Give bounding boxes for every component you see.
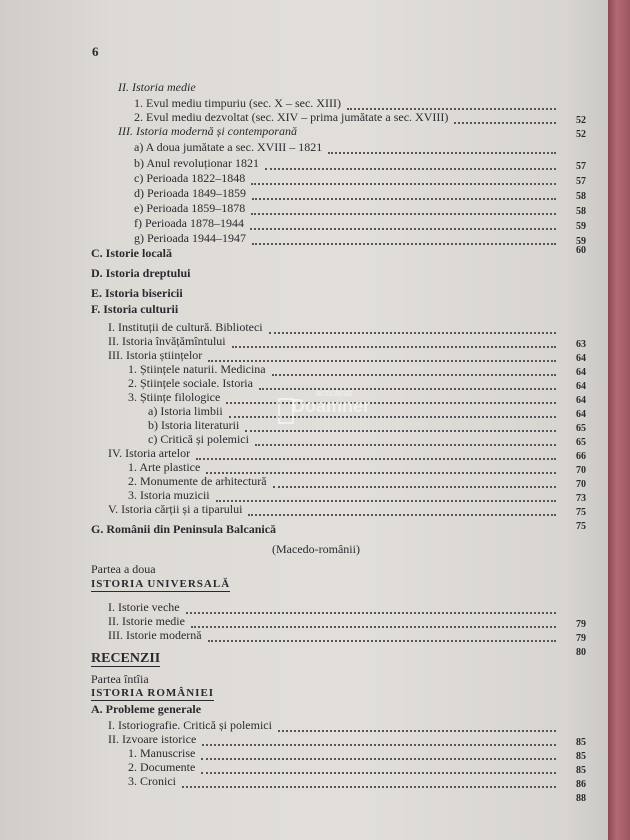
- dot-leader: [186, 602, 556, 614]
- toc-entry: RECENZII: [91, 651, 161, 666]
- toc-page-number: 57: [576, 161, 586, 172]
- toc-entry: Partea întîia: [91, 672, 149, 686]
- toc-entry: C. Istorie locală: [91, 246, 172, 260]
- toc-page-number: 88: [576, 793, 586, 804]
- dot-leader: [182, 776, 556, 788]
- dot-leader: [259, 378, 556, 390]
- page-number: 6: [92, 44, 99, 59]
- toc-page-number: 57: [576, 176, 586, 187]
- dot-leader: [206, 462, 556, 474]
- watermark-icon: [278, 398, 294, 424]
- dot-leader: [208, 350, 556, 362]
- toc-entry: ISTORIA UNIVERSALĂ: [91, 578, 231, 590]
- book-spine-edge: [608, 0, 630, 840]
- toc-entry: Partea a doua: [91, 562, 156, 576]
- toc-page-number: 86: [576, 779, 586, 790]
- toc-entry: a) Istoria limbii: [148, 404, 223, 418]
- dot-leader: [201, 762, 556, 774]
- toc-entry: I. Istorie veche: [108, 600, 180, 614]
- toc-page-number: 70: [576, 465, 586, 476]
- toc-entry: III. Istorie modernă: [108, 628, 202, 642]
- watermark-brand: Doamner: [292, 396, 371, 416]
- dot-leader: [208, 630, 556, 642]
- toc-page-number: 52: [576, 115, 586, 126]
- dot-leader: [272, 364, 556, 376]
- toc-page-number: 64: [576, 367, 586, 378]
- dot-leader: [232, 336, 556, 348]
- toc-page-number: 73: [576, 493, 586, 504]
- toc-entry: III. Istoria modernă și contemporană: [118, 124, 297, 138]
- toc-entry: II. Izvoare istorice: [108, 732, 197, 746]
- toc-page-number: 79: [576, 619, 586, 630]
- toc-entry: IV. Istoria artelor: [108, 446, 191, 460]
- dot-leader: [454, 112, 556, 124]
- toc-entry: D. Istoria dreptului: [91, 266, 191, 280]
- toc-page-number: 52: [576, 129, 586, 140]
- dot-leader: [251, 203, 556, 215]
- toc-entry: b) Istoria literaturii: [148, 418, 240, 432]
- toc-entry: III. Istoria științelor: [108, 348, 203, 362]
- toc-page-number: 59: [576, 221, 586, 232]
- toc-page-number: 60: [576, 245, 586, 256]
- toc-page-number: 85: [576, 765, 586, 776]
- toc-entry: II. Istoria învățămîntului: [108, 334, 226, 348]
- toc-page-number: 63: [576, 339, 586, 350]
- dot-leader: [250, 218, 556, 230]
- toc-entry: g) Perioada 1944–1947: [134, 231, 246, 245]
- toc-entry: I. Instituții de cultură. Biblioteci: [108, 320, 263, 334]
- toc-page-number: 64: [576, 381, 586, 392]
- toc-entry: E. Istoria bisericii: [91, 286, 183, 300]
- toc-entry: 2. Științele sociale. Istoria: [128, 376, 253, 390]
- toc-entry: G. Românii din Peninsula Balcanică: [91, 522, 277, 536]
- toc-entry: 2. Documente: [128, 760, 196, 774]
- dot-leader: [269, 322, 556, 334]
- toc-page-number: 59: [576, 236, 586, 247]
- toc-entry: I. Istoriografie. Critică și polemici: [108, 718, 272, 732]
- dot-leader: [252, 233, 556, 245]
- dot-leader: [216, 490, 556, 502]
- toc-page-number: 64: [576, 353, 586, 364]
- toc-entry: 1. Arte plastice: [128, 460, 201, 474]
- dot-leader: [255, 434, 556, 446]
- toc-entry: II. Istorie medie: [108, 614, 185, 628]
- toc-page-number: 85: [576, 737, 586, 748]
- toc-page-number: 64: [576, 395, 586, 406]
- toc-page-number: 58: [576, 206, 586, 217]
- toc-page-number: 66: [576, 451, 586, 462]
- toc-entry: c) Perioada 1822–1848: [134, 171, 246, 185]
- dot-leader: [191, 616, 556, 628]
- toc-entry: 3. Cronici: [128, 774, 176, 788]
- toc-entry: c) Critică și polemici: [148, 432, 249, 446]
- toc-entry: d) Perioada 1849–1859: [134, 186, 246, 200]
- toc-page-number: 75: [576, 507, 586, 518]
- toc-page-number: 70: [576, 479, 586, 490]
- toc-entry: b) Anul revoluționar 1821: [134, 156, 259, 170]
- toc-page-number: 75: [576, 521, 586, 532]
- toc-entry: A. Probleme generale: [91, 702, 202, 716]
- toc-entry: 3. Istoria muzicii: [128, 488, 210, 502]
- toc-page-number: 80: [576, 647, 586, 658]
- toc-entry: 1. Manuscrise: [128, 746, 196, 760]
- dot-leader: [252, 188, 556, 200]
- toc-page-number: 65: [576, 437, 586, 448]
- watermark-top: anticariat: [316, 388, 353, 398]
- toc-entry: 2. Monumente de arhitectură: [128, 474, 267, 488]
- dot-leader: [196, 448, 556, 460]
- dot-leader: [251, 173, 556, 185]
- toc-page-number: 58: [576, 191, 586, 202]
- dot-leader: [347, 98, 556, 110]
- toc-entry: ISTORIA ROMÂNIEI: [91, 687, 215, 699]
- toc-entry: II. Istoria medie: [118, 80, 196, 94]
- toc-entry: (Macedo-românii): [272, 542, 360, 556]
- toc-page-number: 85: [576, 751, 586, 762]
- dot-leader: [328, 142, 556, 154]
- toc-page-number: 65: [576, 423, 586, 434]
- toc-entry: f) Perioada 1878–1944: [134, 216, 244, 230]
- toc-entry: 1. Științele naturii. Medicina: [128, 362, 266, 376]
- toc-entry: 1. Evul mediu timpuriu (sec. X – sec. XIII): [134, 96, 341, 110]
- toc-entry: a) A doua jumătate a sec. XVIII – 1821: [134, 140, 323, 154]
- toc-entry: F. Istoria culturii: [91, 302, 179, 316]
- toc-entry: 3. Științe filologice: [128, 390, 221, 404]
- toc-entry: e) Perioada 1859–1878: [134, 201, 246, 215]
- dot-leader: [278, 720, 556, 732]
- dot-leader: [273, 476, 556, 488]
- toc-entry: 2. Evul mediu dezvoltat (sec. XIV – prima jumătate a sec. XVIII): [134, 110, 449, 124]
- dot-leader: [248, 504, 556, 516]
- watermark-logo: [292, 388, 402, 430]
- toc-entry: V. Istoria cărții și a tiparului: [108, 502, 243, 516]
- dot-leader: [201, 748, 556, 760]
- toc-page-number: 64: [576, 409, 586, 420]
- dot-leader: [265, 158, 556, 170]
- dot-leader: [202, 734, 556, 746]
- toc-page-number: 79: [576, 633, 586, 644]
